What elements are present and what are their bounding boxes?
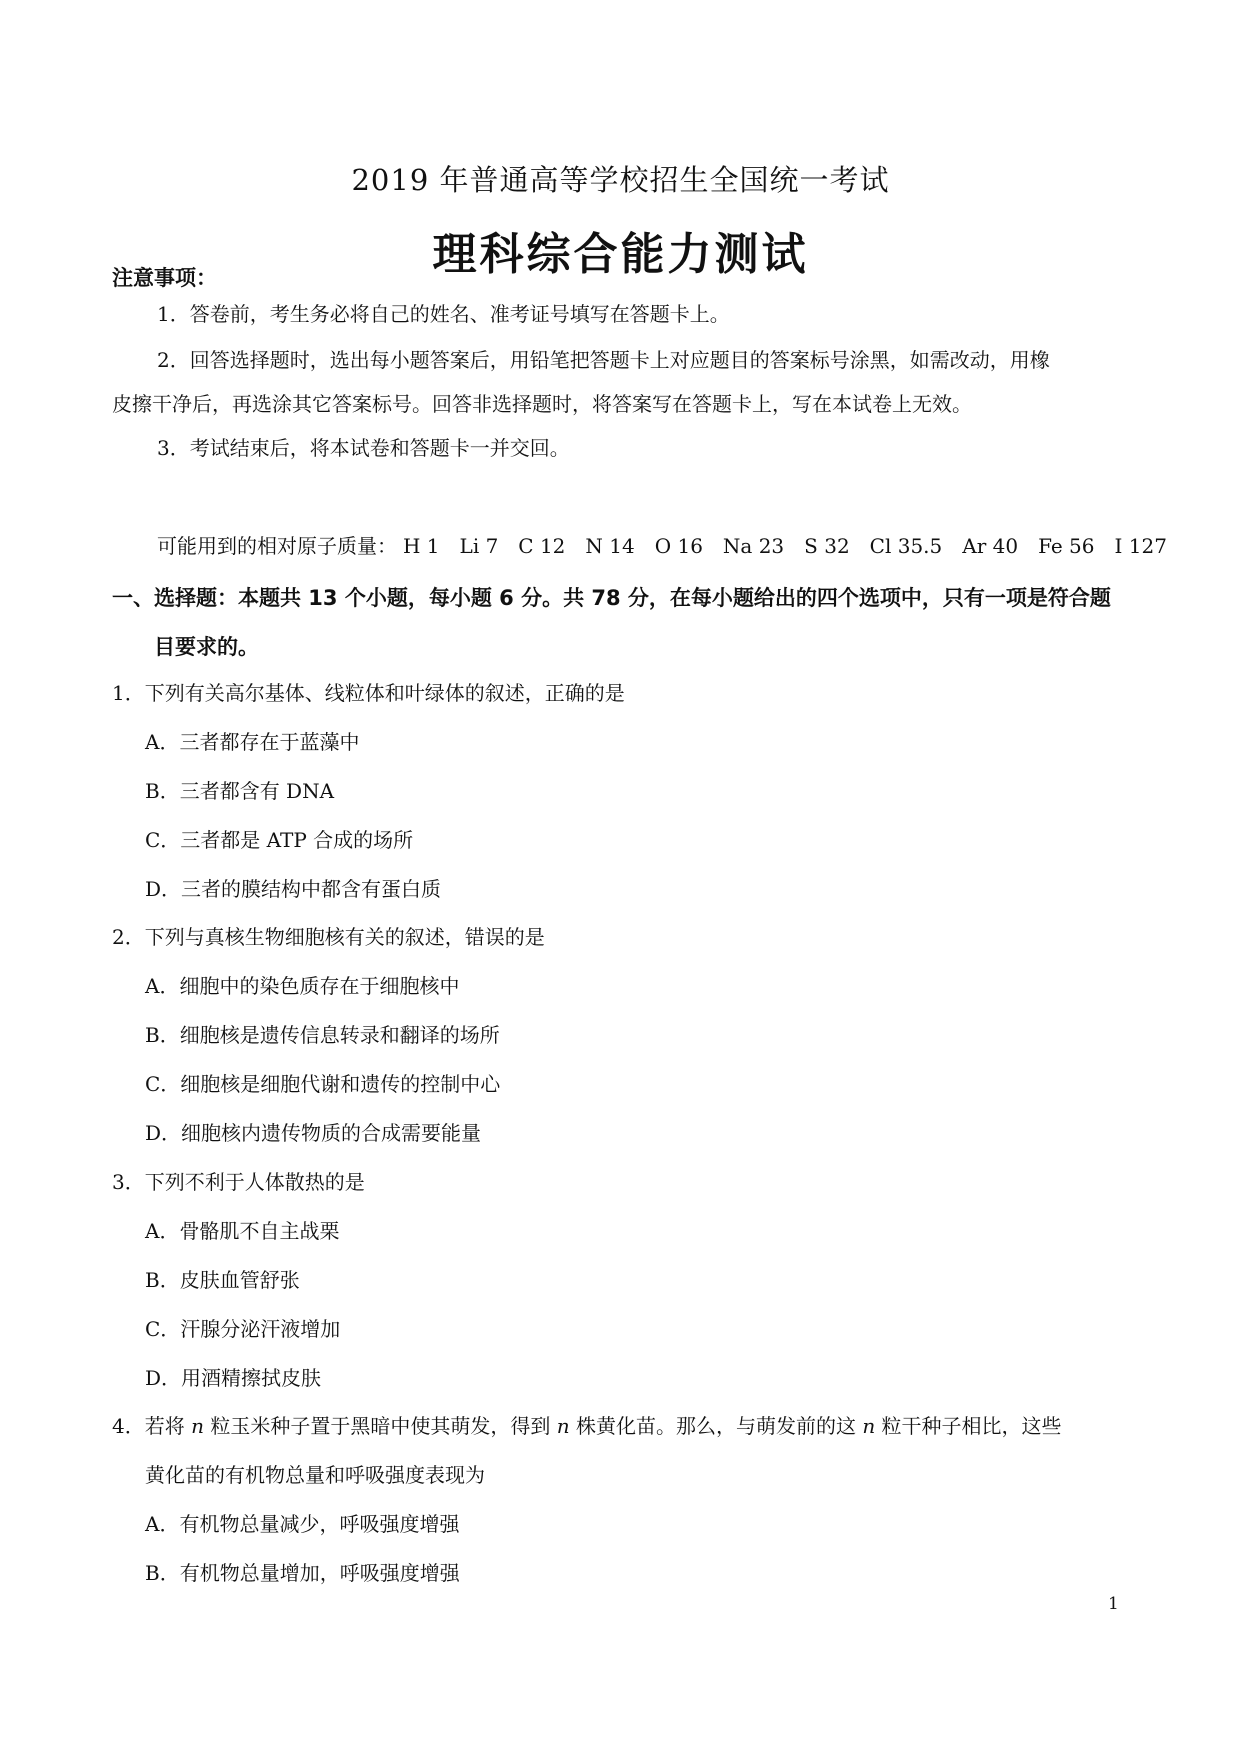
mass-n: N 14 <box>585 534 635 558</box>
notice-item-2-line-1: 2．回答选择题时，选出每小题答案后，用铅笔把答题卡上对应题目的答案标号涂黑，如需改动，用橡 <box>157 348 1050 372</box>
variable-n: n <box>556 1414 570 1438</box>
question-1-option-b: B．三者都含有 DNA <box>145 779 335 803</box>
question-2-option-a: A．细胞中的染色质存在于细胞核中 <box>145 974 460 998</box>
question-2-stem: 2．下列与真核生物细胞核有关的叙述，错误的是 <box>112 925 545 949</box>
mass-na: Na 23 <box>722 534 785 558</box>
notice-item-1: 1．答卷前，考生务必将自己的姓名、准考证号填写在答题卡上。 <box>157 302 730 326</box>
question-1-option-d: D．三者的膜结构中都含有蛋白质 <box>145 877 442 901</box>
question-4-option-a: A．有机物总量减少，呼吸强度增强 <box>145 1512 460 1536</box>
question-4-stem-line-1 <box>112 1413 1062 1439</box>
notice-item-3: 3．考试结束后，将本试卷和答题卡一并交回。 <box>157 436 570 460</box>
question-3-stem: 3．下列不利于人体散热的是 <box>112 1170 365 1194</box>
section-1-heading-line-2: 目要求的。 <box>154 635 259 659</box>
mass-c: C 12 <box>518 534 566 558</box>
notice-item-2-line-2: 皮擦干净后，再选涂其它答案标号。回答非选择题时，将答案写在答题卡上，写在本试卷上无效。 <box>112 392 972 416</box>
question-2-option-c: C．细胞核是细胞代谢和遗传的控制中心 <box>145 1072 501 1096</box>
question-4-stem-part: 粒玉米种子置于黑暗中使其萌发，得到 <box>203 1414 557 1438</box>
section-1-heading-line-1: 一、选择题：本题共 13 个小题，每小题 6 分。共 78 分，在每小题给出的四个选项中，只有一项是符合题 <box>112 586 1111 610</box>
page-number: 1 <box>1108 1594 1119 1614</box>
question-4-stem-part: 粒干种子相比，这些 <box>875 1414 1062 1438</box>
question-3-option-b: B．皮肤血管舒张 <box>145 1268 300 1292</box>
question-3-option-d: D．用酒精擦拭皮肤 <box>145 1366 322 1390</box>
mass-i: I 127 <box>1114 534 1167 558</box>
question-4-stem-part: 株黄化苗。那么，与萌发前的这 <box>569 1414 863 1438</box>
mass-s: S 32 <box>804 534 850 558</box>
question-2-option-b: B．细胞核是遗传信息转录和翻译的场所 <box>145 1023 500 1047</box>
atomic-masses-label: 可能用到的相对原子质量： <box>157 534 397 558</box>
mass-li: Li 7 <box>459 534 499 558</box>
mass-o: O 16 <box>654 534 703 558</box>
mass-ar: Ar 40 <box>962 534 1019 558</box>
question-1-option-c: C．三者都是 ATP 合成的场所 <box>145 828 414 852</box>
question-3-option-a: A．骨骼肌不自主战栗 <box>145 1219 340 1243</box>
question-4-option-b: B．有机物总量增加，呼吸强度增强 <box>145 1561 460 1585</box>
question-4-stem-line-2: 黄化苗的有机物总量和呼吸强度表现为 <box>145 1463 485 1487</box>
question-4-stem-part: 4．若将 <box>112 1414 192 1438</box>
question-1-stem: 1．下列有关高尔基体、线粒体和叶绿体的叙述，正确的是 <box>112 681 625 705</box>
question-3-option-c: C．汗腺分泌汗液增加 <box>145 1317 341 1341</box>
question-2-option-d: D．细胞核内遗传物质的合成需要能量 <box>145 1121 482 1145</box>
atomic-masses-line <box>157 533 1167 559</box>
mass-cl: Cl 35.5 <box>869 534 943 558</box>
mass-fe: Fe 56 <box>1038 534 1095 558</box>
variable-n: n <box>191 1414 204 1438</box>
notice-heading: 注意事项： <box>112 266 217 290</box>
mass-h: H 1 <box>403 534 440 558</box>
variable-n: n <box>862 1414 876 1438</box>
question-1-option-a: A．三者都存在于蓝藻中 <box>145 730 360 754</box>
subject-title: 理科综合能力测试 <box>432 229 809 280</box>
exam-title: 2019 年普通高等学校招生全国统一考试 <box>351 163 890 197</box>
